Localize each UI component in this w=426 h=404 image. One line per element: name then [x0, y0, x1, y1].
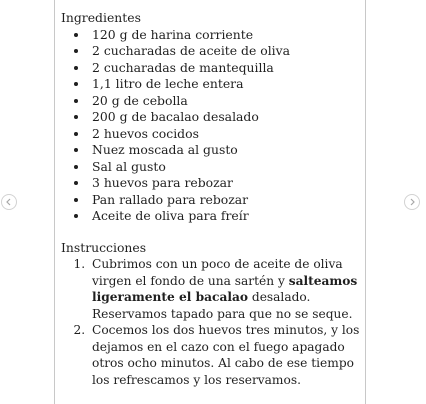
carousel-next-button[interactable] [404, 194, 420, 210]
chevron-right-icon [405, 195, 419, 209]
ingredient-item: • 20 g de cebolla [89, 93, 361, 110]
ingredients-heading: Ingredientes [61, 10, 141, 25]
ingredients-list [61, 27, 361, 225]
recipe-content [61, 10, 361, 388]
ingredient-item: • Nuez moscada al gusto [89, 142, 361, 159]
content-border-right [365, 0, 366, 404]
step-text: Cubrimos con un poco de aceite de oliva virgen el fondo de una sartén y [92, 257, 343, 288]
ingredient-item: • 2 cucharadas de mantequilla [89, 60, 361, 77]
ingredient-item: • 120 g de harina corriente [89, 27, 361, 44]
ingredient-item: • Pan rallado para rebozar [89, 192, 361, 209]
carousel-prev-button[interactable] [1, 194, 17, 210]
ingredient-item: • 200 g de bacalao desalado [89, 109, 361, 126]
ingredient-item: • Sal al gusto [89, 159, 361, 176]
ingredient-item: • 2 huevos cocidos [89, 126, 361, 143]
instruction-step [89, 256, 361, 322]
step-text: desalado. Reservamos tapado para que no se seque. [92, 290, 353, 321]
content-border-left [54, 0, 55, 404]
chevron-left-icon [2, 195, 16, 209]
step-text: Cocemos los dos huevos tres minutos, y los dejamos en el cazo con el fuego apagado otros ocho minutos. Al cabo de ese tiempo los refrescamos y los reservamos. [92, 323, 360, 387]
instructions-list [61, 256, 361, 388]
instructions-heading: Instrucciones [61, 239, 147, 255]
instruction-step [89, 322, 361, 388]
ingredient-item: • Aceite de oliva para freír [89, 208, 361, 225]
step-emphasis: salteamos ligeramente el bacalao [92, 273, 358, 304]
ingredient-item: • 1,1 litro de leche entera [89, 76, 361, 93]
ingredient-item: • 2 cucharadas de aceite de oliva [89, 43, 361, 60]
ingredient-item: • 3 huevos para rebozar [89, 175, 361, 192]
